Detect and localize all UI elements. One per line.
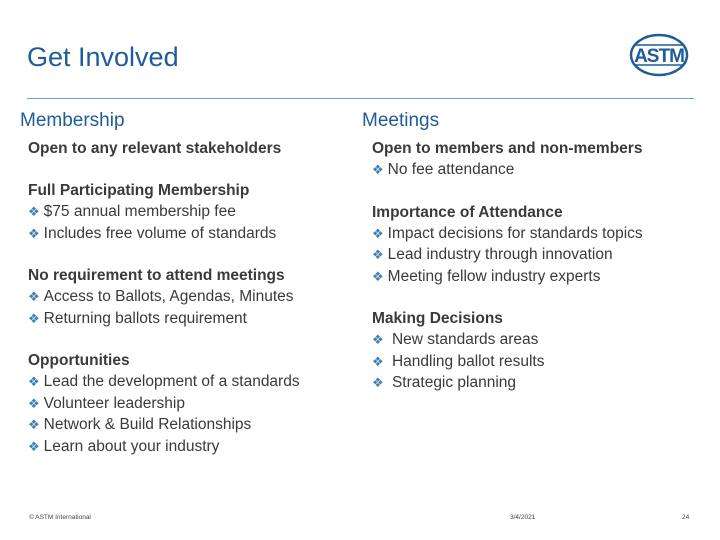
diamond-bullet-icon: ❖ xyxy=(28,225,40,241)
slide-title: Get Involved xyxy=(27,42,179,72)
diamond-bullet-icon: ❖ xyxy=(28,310,40,326)
list-item: ❖ Meeting fellow industry experts xyxy=(372,267,601,285)
list-item: ❖ Handling ballot results xyxy=(372,352,545,370)
group-title: Importance of Attendance xyxy=(372,203,563,221)
diamond-bullet-icon: ❖ xyxy=(28,395,40,411)
list-item: ❖ Impact decisions for standards topics xyxy=(372,224,643,242)
footer-date: 3/4/2021 xyxy=(510,514,536,521)
group-title: Open to any relevant stakeholders xyxy=(28,140,282,157)
diamond-bullet-icon: ❖ xyxy=(372,247,384,262)
list-item: ❖ Learn about your industry xyxy=(28,437,220,455)
group-title: Making Decisions xyxy=(372,310,503,327)
membership-group xyxy=(28,265,355,329)
diamond-bullet-icon: ❖ xyxy=(28,289,40,304)
meetings-group xyxy=(372,308,702,394)
diamond-bullet-icon: ❖ xyxy=(372,268,384,284)
diamond-bullet-icon: ❖ xyxy=(372,375,384,390)
diamond-bullet-icon: ❖ xyxy=(372,225,384,241)
meetings-heading: Meetings xyxy=(362,110,440,131)
list-item: ❖ $75 annual membership fee xyxy=(28,203,236,220)
diamond-bullet-icon: ❖ xyxy=(372,332,384,347)
meetings-group xyxy=(372,202,702,288)
diamond-bullet-icon: ❖ xyxy=(372,162,384,177)
list-item: ❖ Access to Ballots, Agendas, Minutes xyxy=(28,288,294,305)
membership-group xyxy=(28,180,355,244)
membership-group xyxy=(28,350,355,457)
diamond-bullet-icon: ❖ xyxy=(28,204,40,219)
list-item: ❖ Network & Build Relationships xyxy=(28,416,252,433)
list-item: ❖ Strategic planning xyxy=(372,374,517,391)
group-title: Open to members and non-members xyxy=(372,140,643,157)
membership-heading: Membership xyxy=(20,110,125,131)
svg-text:ASTM: ASTM xyxy=(634,46,684,67)
membership-column xyxy=(20,110,355,457)
group-title: Opportunities xyxy=(28,352,130,369)
astm-logo xyxy=(628,30,690,80)
diamond-bullet-icon: ❖ xyxy=(372,353,384,369)
group-title: Full Participating Membership xyxy=(28,182,250,199)
diamond-bullet-icon: ❖ xyxy=(28,417,40,432)
list-item: ❖ Volunteer leadership xyxy=(28,394,185,412)
footer-page-number: 24 xyxy=(682,514,690,521)
list-item: ❖ Returning ballots requirement xyxy=(28,309,247,327)
diamond-bullet-icon: ❖ xyxy=(28,438,40,454)
group-title: No requirement to attend meetings xyxy=(28,267,285,284)
list-item: ❖ No fee attendance xyxy=(372,161,515,178)
list-item: ❖ Lead the development of a standards xyxy=(28,373,300,390)
meetings-column xyxy=(362,110,702,394)
title-divider xyxy=(27,98,694,99)
list-item: ❖ Lead industry through innovation xyxy=(372,246,613,263)
footer-copyright: © ASTM International xyxy=(29,514,91,521)
diamond-bullet-icon: ❖ xyxy=(28,374,40,389)
list-item: ❖ Includes free volume of standards xyxy=(28,224,277,242)
list-item: ❖ New standards areas xyxy=(372,331,539,348)
membership-group xyxy=(28,138,355,159)
meetings-group xyxy=(372,138,702,181)
